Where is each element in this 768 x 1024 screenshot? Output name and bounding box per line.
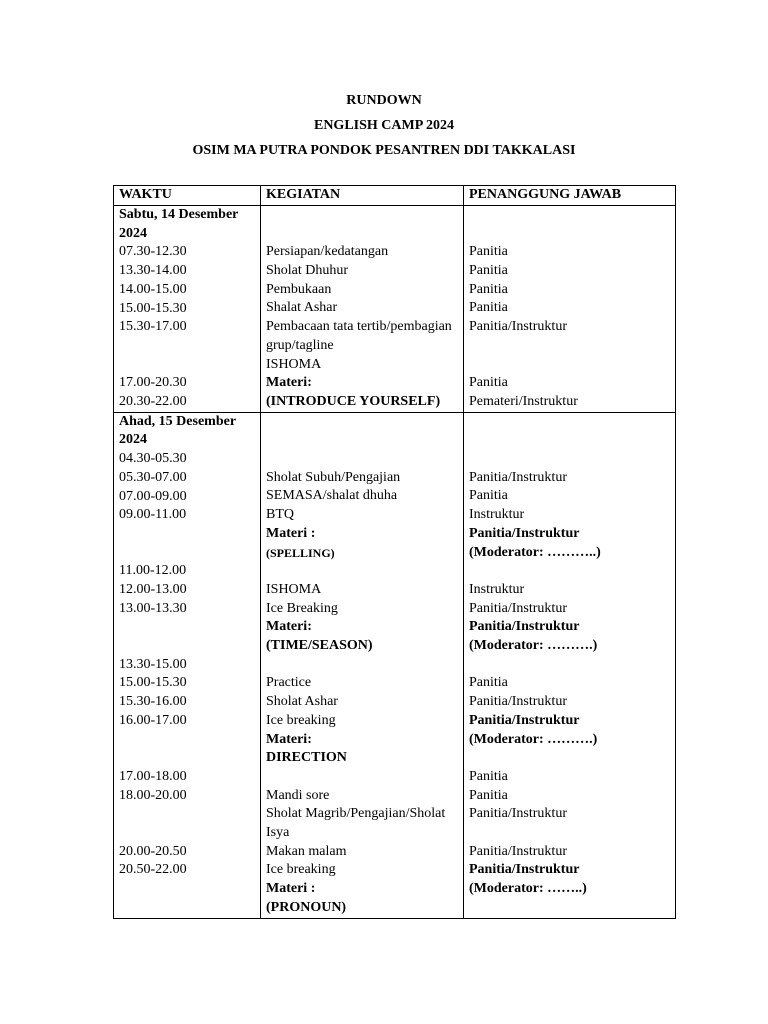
time-slot: 12.00-13.00 bbox=[119, 582, 187, 597]
time-slot: 17.00-18.00 bbox=[119, 768, 187, 784]
activity: Pembukaan bbox=[266, 281, 332, 297]
time-slot: 11.00-12.00 bbox=[119, 563, 187, 579]
person-in-charge: Panitia/Instruktur bbox=[469, 600, 567, 616]
person-in-charge: Instruktur bbox=[469, 507, 525, 523]
person-in-charge: Panitia/Instruktur bbox=[469, 525, 580, 541]
person-in-charge: Panitia bbox=[469, 244, 508, 260]
time-slot: 13.00-13.30 bbox=[119, 600, 187, 616]
time-slot: 14.00-15.00 bbox=[119, 281, 187, 297]
moderator: (Moderator: ……..) bbox=[469, 881, 587, 897]
day1-pic-cell bbox=[464, 206, 676, 413]
time-slot: 20.30-22.00 bbox=[119, 394, 187, 409]
day1-date: Sabtu, 14 Desember bbox=[119, 207, 239, 222]
activity: Makan malam bbox=[266, 843, 347, 859]
time-slot: 04.30-05.30 bbox=[119, 451, 187, 467]
event-name: ENGLISH CAMP 2024 bbox=[313, 118, 454, 133]
person-in-charge: Panitia bbox=[469, 768, 508, 784]
moderator: (Moderator: ……….) bbox=[469, 731, 598, 747]
time-slot: 15.00-15.30 bbox=[119, 300, 187, 316]
time-slot: 05.30-07.00 bbox=[119, 469, 187, 485]
person-in-charge: Panitia bbox=[469, 263, 508, 279]
activity-materi-label: Materi : bbox=[266, 525, 316, 541]
person-in-charge: Panitia/Instruktur bbox=[469, 712, 580, 728]
table-row-day1 bbox=[114, 206, 676, 413]
person-in-charge: Panitia/Instruktur bbox=[469, 862, 580, 878]
time-slot: 09.00-11.00 bbox=[119, 507, 187, 523]
person-in-charge: Panitia/Instruktur bbox=[469, 619, 580, 635]
activity: BTQ bbox=[266, 507, 294, 523]
day1-kegiatan-cell bbox=[261, 206, 464, 413]
activity-materi-label: Materi : bbox=[266, 881, 316, 897]
activity-materi-topic: DIRECTION bbox=[266, 750, 347, 766]
person-in-charge: Panitia/Instruktur bbox=[469, 694, 567, 710]
time-slot: 17.00-20.30 bbox=[119, 375, 187, 391]
day2-waktu-cell bbox=[114, 412, 261, 918]
activity: ISHOMA bbox=[266, 356, 322, 372]
time-slot: 15.00-15.30 bbox=[119, 675, 187, 691]
activity: Ice breaking bbox=[266, 862, 336, 878]
activity: SEMASA/shalat dhuha bbox=[266, 488, 398, 504]
activity: Ice breaking bbox=[266, 712, 336, 728]
activity: Sholat Magrib/Pengajian/Sholat Isya bbox=[266, 806, 449, 841]
activity: Practice bbox=[266, 675, 312, 691]
moderator: (Moderator: ………..) bbox=[469, 544, 601, 560]
time-slot: 20.50-22.00 bbox=[119, 862, 187, 878]
time-slot: 13.30-15.00 bbox=[119, 656, 187, 672]
activity-materi-topic: (PRONOUN) bbox=[266, 899, 347, 915]
activity: Mandi sore bbox=[266, 787, 330, 803]
activity: Sholat Dhuhur bbox=[266, 263, 349, 279]
activity-materi-label: Materi: bbox=[266, 619, 312, 635]
day2-year: 2024 bbox=[119, 432, 147, 448]
activity: Sholat Ashar bbox=[266, 694, 338, 710]
time-slot: 15.30-17.00 bbox=[119, 319, 187, 335]
table-header-row bbox=[114, 186, 676, 206]
person-in-charge: Panitia bbox=[469, 300, 508, 316]
column-header-penanggung-jawab: PENANGGUNG JAWAB bbox=[464, 186, 676, 206]
activity-materi-topic: (SPELLING) bbox=[266, 545, 335, 560]
activity: ISHOMA bbox=[266, 581, 322, 597]
day2-kegiatan-cell bbox=[261, 412, 464, 918]
day1-year: 2024 bbox=[119, 225, 147, 241]
time-slot: 18.00-20.00 bbox=[119, 787, 187, 803]
person-in-charge: Panitia/Instruktur bbox=[469, 469, 567, 485]
document-title: RUNDOWN bbox=[346, 93, 422, 108]
person-in-charge: Panitia bbox=[469, 675, 508, 691]
table-row-day2 bbox=[114, 412, 676, 918]
activity-materi-label: Materi: bbox=[266, 375, 312, 391]
organizer-name: OSIM MA PUTRA PONDOK PESANTREN DDI TAKKALASI bbox=[192, 143, 576, 158]
activity: Pembacaan tata tertib/pembagian grup/tagline bbox=[266, 319, 456, 353]
time-slot: 15.30-16.00 bbox=[119, 694, 187, 710]
column-header-kegiatan: KEGIATAN bbox=[261, 186, 464, 206]
person-in-charge: Panitia bbox=[469, 375, 508, 391]
person-in-charge: Panitia/Instruktur bbox=[469, 319, 567, 335]
time-slot: 13.30-14.00 bbox=[119, 263, 187, 279]
day2-date: Ahad, 15 Desember bbox=[119, 413, 237, 429]
person-in-charge: Panitia bbox=[469, 488, 508, 504]
time-slot: 16.00-17.00 bbox=[119, 712, 187, 728]
activity-materi-label: Materi: bbox=[266, 731, 312, 747]
activity: Ice Breaking bbox=[266, 600, 338, 616]
day2-pic-cell bbox=[464, 412, 676, 918]
time-slot: 20.00-20.50 bbox=[119, 843, 187, 859]
column-header-waktu: WAKTU bbox=[114, 186, 261, 206]
time-slot: 07.00-09.00 bbox=[119, 488, 187, 504]
activity-materi-topic: (TIME/SEASON) bbox=[266, 638, 373, 654]
moderator: (Moderator: ……….) bbox=[469, 638, 598, 654]
person-in-charge: Panitia bbox=[469, 787, 508, 803]
person-in-charge: Instruktur bbox=[469, 581, 525, 597]
person-in-charge: Panitia/Instruktur bbox=[469, 843, 567, 859]
activity-materi-topic: (INTRODUCE YOURSELF) bbox=[266, 394, 441, 409]
rundown-table bbox=[113, 185, 676, 919]
person-in-charge: Panitia/Instruktur bbox=[469, 806, 567, 822]
person-in-charge: Panitia bbox=[469, 281, 508, 297]
activity: Sholat Subuh/Pengajian bbox=[266, 469, 401, 485]
day1-waktu-cell bbox=[114, 206, 261, 413]
time-slot: 07.30-12.30 bbox=[119, 244, 187, 260]
person-in-charge: Pemateri/Instruktur bbox=[469, 393, 578, 409]
activity: Persiapan/kedatangan bbox=[266, 244, 389, 260]
activity: Shalat Ashar bbox=[266, 300, 338, 316]
